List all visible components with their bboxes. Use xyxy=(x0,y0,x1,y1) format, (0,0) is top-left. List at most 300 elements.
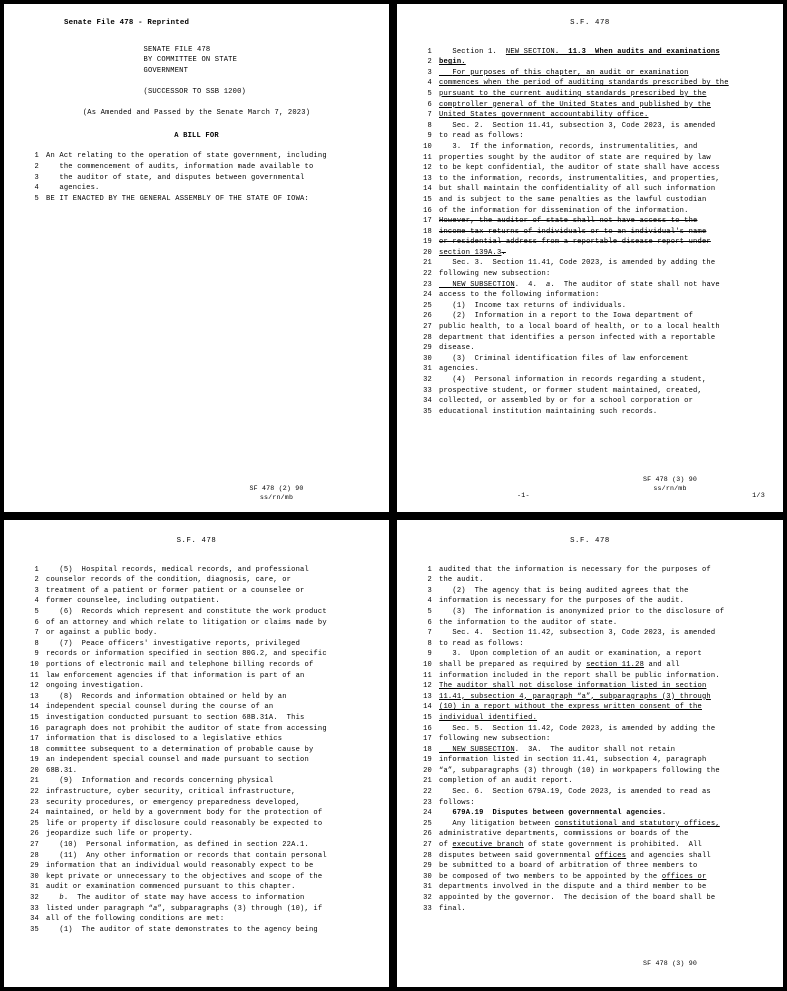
line-number: 3 xyxy=(427,586,432,595)
text-line xyxy=(415,290,765,301)
text-line xyxy=(415,248,765,259)
line-number: 4 xyxy=(427,597,432,606)
page-1-header: Senate File 478 - Reprinted xyxy=(64,19,190,27)
line-text xyxy=(46,724,371,735)
line-text xyxy=(439,100,765,111)
line-segment: offices xyxy=(595,851,627,860)
text-line xyxy=(415,269,765,280)
line-number: 8 xyxy=(427,639,432,648)
text-line xyxy=(22,151,371,162)
line-segment: (11) Any other information or records that contain personal xyxy=(46,851,327,860)
title-line-1: SENATE FILE 478 xyxy=(143,45,211,54)
page-1-footer xyxy=(4,484,389,502)
text-line xyxy=(415,872,765,883)
line-segment: For purposes of this chapter, an audit or examination xyxy=(439,68,689,77)
text-line xyxy=(415,575,765,586)
line-segment: individual identified. xyxy=(439,713,538,722)
page-1-lines xyxy=(22,151,371,204)
line-segment: However, the auditor of state shall not have access to the xyxy=(439,217,698,226)
line-number: 28 xyxy=(423,333,432,342)
line-text xyxy=(439,121,765,132)
line-number: 3 xyxy=(34,173,39,182)
line-text xyxy=(46,692,371,703)
line-segment: law enforcement agencies if that information is part of an xyxy=(46,671,305,680)
line-text xyxy=(46,745,371,756)
text-line xyxy=(415,407,765,418)
line-number: 12 xyxy=(30,682,39,691)
line-segment: or residential address from a reportable disease report under xyxy=(439,238,711,247)
line-segment: disease. xyxy=(439,344,475,353)
document-page-4 xyxy=(397,520,783,987)
text-line xyxy=(22,162,371,173)
text-line xyxy=(415,660,765,671)
line-number: 30 xyxy=(423,354,432,363)
line-text xyxy=(46,734,371,745)
text-line xyxy=(22,734,371,745)
line-text xyxy=(439,724,765,735)
line-segment: information listed in section 11.41, subsection 4, paragraph xyxy=(439,756,707,765)
line-text xyxy=(439,618,765,629)
line-number: 26 xyxy=(30,830,39,839)
line-segment: independent special counsel during the course of an xyxy=(46,703,274,712)
line-segment: information is necessary for the purposes of the audit. xyxy=(439,597,685,606)
line-segment: When audits and examinations xyxy=(595,47,720,56)
line-segment: the audit. xyxy=(439,576,484,585)
line-text xyxy=(439,639,765,650)
text-line xyxy=(22,893,371,904)
line-number: 35 xyxy=(30,925,39,934)
line-text xyxy=(439,216,765,227)
line-number: 30 xyxy=(30,872,39,881)
line-text xyxy=(439,649,765,660)
line-number: 25 xyxy=(423,819,432,828)
line-segment: completion of an audit report. xyxy=(439,777,573,786)
line-number: 4 xyxy=(34,597,39,606)
footer-doc-id: SF 478 (2) 90 xyxy=(249,485,304,492)
line-segment: 679A.19 Disputes between governmental agencies. xyxy=(439,809,667,818)
line-number: 33 xyxy=(30,904,39,913)
line-segment: access to the following information: xyxy=(439,291,600,300)
line-segment: ongoing investigation. xyxy=(46,682,145,691)
text-line xyxy=(415,89,765,100)
line-segment: the information to the auditor of state. xyxy=(439,618,618,627)
line-text xyxy=(46,808,371,819)
text-line xyxy=(415,861,765,872)
line-text xyxy=(439,407,765,418)
line-segment: following new subsection: xyxy=(439,270,551,279)
line-segment: (4) Personal information in records regarding a student, xyxy=(439,376,707,384)
text-line xyxy=(415,829,765,840)
text-line xyxy=(415,819,765,830)
line-text: the auditor of state, and disputes between governmental xyxy=(46,173,305,182)
line-number: 1 xyxy=(34,565,39,574)
line-text xyxy=(439,776,765,787)
line-number: 26 xyxy=(423,312,432,321)
text-line xyxy=(415,628,765,639)
line-number: 34 xyxy=(423,397,432,406)
line-segment: constitutional and statutory offices, xyxy=(554,819,720,828)
text-line xyxy=(22,692,371,703)
line-segment: NEW SECTION xyxy=(505,47,555,56)
line-number: 23 xyxy=(423,280,432,289)
line-segment: . 4. xyxy=(514,280,546,289)
line-number: 8 xyxy=(427,121,432,130)
line-number: 31 xyxy=(30,883,39,892)
line-number: 30 xyxy=(423,872,432,881)
text-line xyxy=(415,596,765,607)
text-line xyxy=(415,322,765,333)
line-text xyxy=(439,131,765,142)
line-text xyxy=(439,110,765,121)
line-segment: 3. Upon completion of an audit or examination, a report xyxy=(439,650,702,659)
line-text xyxy=(46,618,371,629)
line-text xyxy=(439,227,765,238)
text-line xyxy=(415,343,765,354)
line-number: 15 xyxy=(30,713,39,722)
line-segment: (2) The agency that is being audited agrees that the xyxy=(439,586,689,595)
text-line xyxy=(22,766,371,777)
line-number: 8 xyxy=(34,639,39,648)
text-line xyxy=(415,882,765,893)
line-number: 34 xyxy=(30,915,39,924)
text-line xyxy=(22,628,371,639)
line-segment: a xyxy=(152,904,158,913)
text-line xyxy=(415,586,765,597)
line-number: 2 xyxy=(34,162,39,171)
line-segment: be composed of two members to be appointed by the xyxy=(439,872,662,881)
line-segment: of state government is prohibited. All xyxy=(523,841,702,850)
line-segment: information that is disclosed to a legislative ethics xyxy=(46,735,283,744)
text-line xyxy=(415,808,765,819)
line-segment: (7) Peace officers' investigative reports, privileged xyxy=(46,639,301,648)
text-line xyxy=(22,649,371,660)
line-segment: records or information specified in section 80G.2, and specific xyxy=(46,650,327,659)
line-text xyxy=(46,596,371,607)
footer-initials: ss/rn/mb xyxy=(259,494,294,501)
line-text xyxy=(439,153,765,164)
line-segment: life or property if disclosure could reasonably be expected to xyxy=(46,819,323,828)
line-number: 9 xyxy=(427,650,432,659)
text-line xyxy=(415,258,765,269)
line-text xyxy=(46,660,371,671)
line-text xyxy=(46,882,371,893)
line-segment: . The auditor of state shall not have xyxy=(550,280,720,289)
line-text xyxy=(439,280,765,291)
line-text xyxy=(439,237,765,248)
title-line-3: GOVERNMENT xyxy=(143,66,189,75)
line-text xyxy=(439,766,765,777)
text-line xyxy=(415,755,765,766)
line-segment: The auditor shall not disclose information listed in section xyxy=(439,682,707,691)
page-number: -1- xyxy=(517,492,530,501)
line-text xyxy=(439,195,765,206)
line-text xyxy=(439,798,765,809)
line-number: 26 xyxy=(423,830,432,839)
line-number: 32 xyxy=(30,894,39,902)
bill-for-heading: A BILL FOR xyxy=(174,131,219,140)
text-line xyxy=(22,808,371,819)
line-number: 23 xyxy=(30,798,39,807)
text-line xyxy=(415,565,765,576)
line-segment: commences when the period of auditing standards prescribed by the xyxy=(439,79,729,88)
text-line xyxy=(22,776,371,787)
line-text xyxy=(439,364,765,375)
line-segment: pursuant to the current auditing standards prescribed by the xyxy=(439,89,707,98)
line-segment: (3) Criminal identification files of law enforcement xyxy=(439,354,689,363)
line-segment: audit or examination commenced pursuant to this chapter. xyxy=(46,883,296,892)
line-segment: “a”, subparagraphs (3) through (10) in workpapers following the xyxy=(439,766,720,775)
line-segment: be submitted to a board of arbitration of three members to xyxy=(439,862,698,871)
line-number: 16 xyxy=(30,724,39,733)
line-number: 5 xyxy=(34,194,39,203)
line-number: 22 xyxy=(423,270,432,279)
title-line-2: BY COMMITTEE ON STATE xyxy=(143,56,238,65)
line-number: 29 xyxy=(30,862,39,871)
line-number: 2 xyxy=(34,576,39,585)
line-segment: begin. xyxy=(439,58,466,67)
text-line xyxy=(415,68,765,79)
line-segment: of the information for dissemination of the information. xyxy=(439,206,689,215)
line-number: 3 xyxy=(34,586,39,595)
line-segment: committee subsequent to a determination of probable cause by xyxy=(46,745,314,754)
line-text xyxy=(439,396,765,407)
line-number: 3 xyxy=(427,68,432,77)
text-line xyxy=(22,681,371,692)
line-segment: United States government accountability office. xyxy=(439,111,649,120)
line-number: 33 xyxy=(423,386,432,395)
text-line xyxy=(415,639,765,650)
line-segment: NEW SUBSECTION xyxy=(439,280,515,289)
line-text xyxy=(439,575,765,586)
line-segment: treatment of a patient or former patient or a counselee or xyxy=(46,586,305,595)
text-line xyxy=(22,819,371,830)
line-number: 23 xyxy=(423,798,432,807)
line-text xyxy=(439,565,765,576)
line-segment: offices or xyxy=(661,872,707,881)
line-text xyxy=(46,872,371,883)
text-line xyxy=(415,787,765,798)
line-segment: Any litigation between xyxy=(439,819,555,828)
line-number: 24 xyxy=(423,809,432,818)
line-segment: agencies. xyxy=(439,365,480,374)
line-text xyxy=(46,639,371,650)
line-segment: Sec. 3. Section 11.41, Code 2023, is amended by adding the xyxy=(439,259,716,268)
text-line xyxy=(22,755,371,766)
line-number: 2 xyxy=(427,58,432,67)
line-number: 21 xyxy=(30,777,39,786)
line-text xyxy=(439,745,765,756)
line-number: 31 xyxy=(423,365,432,374)
page-3-lines xyxy=(22,565,371,936)
text-line xyxy=(415,396,765,407)
line-text xyxy=(439,343,765,354)
text-line xyxy=(415,206,765,217)
line-number: 11 xyxy=(423,671,432,680)
line-text xyxy=(46,787,371,798)
line-text xyxy=(439,628,765,639)
line-text: An Act relating to the operation of state government, including xyxy=(46,152,327,161)
line-segment: Sec. 5. Section 11.42, Code 2023, is amended by adding the xyxy=(439,724,716,733)
line-segment: investigation conducted pursuant to section 68B.31A. This xyxy=(46,713,305,722)
line-segment: income tax returns of individuals or to an individual's name xyxy=(439,227,707,236)
line-number: 12 xyxy=(423,682,432,691)
text-line xyxy=(415,311,765,322)
line-segment: to read as follows: xyxy=(439,132,524,141)
line-number: 10 xyxy=(423,142,432,151)
line-number: 14 xyxy=(423,703,432,712)
line-segment: a xyxy=(545,280,551,289)
text-line xyxy=(22,660,371,671)
line-text xyxy=(439,586,765,597)
text-line xyxy=(22,872,371,883)
line-text xyxy=(439,386,765,397)
line-segment: or against a public body. xyxy=(46,629,158,638)
line-text xyxy=(439,596,765,607)
line-segment: audited that the information is necessary for the purposes of xyxy=(439,565,711,574)
title-line-5: (SUCCESSOR TO SSB 1200) xyxy=(143,87,247,96)
line-number: 14 xyxy=(423,185,432,194)
line-text xyxy=(439,861,765,872)
line-number: 22 xyxy=(30,788,39,797)
line-number: 16 xyxy=(423,206,432,215)
line-number: 15 xyxy=(423,713,432,722)
line-text xyxy=(439,174,765,185)
line-text xyxy=(46,829,371,840)
line-segment: shall be prepared as required by xyxy=(439,660,587,669)
line-number: 17 xyxy=(423,217,432,226)
line-number: 4 xyxy=(34,184,39,193)
text-line xyxy=(22,565,371,576)
text-line xyxy=(415,375,765,386)
line-text xyxy=(439,269,765,280)
text-line xyxy=(22,904,371,915)
text-line xyxy=(22,639,371,650)
line-number: 17 xyxy=(423,735,432,744)
text-line xyxy=(415,618,765,629)
line-number: 21 xyxy=(423,259,432,268)
line-segment: portions of electronic mail and telephone billing records of xyxy=(46,660,314,669)
text-line xyxy=(415,47,765,58)
line-segment: Section 1. xyxy=(439,47,506,56)
line-segment: comptroller general of the United States and published by the xyxy=(439,100,711,109)
line-text xyxy=(439,893,765,904)
line-number: 7 xyxy=(427,629,432,638)
text-line xyxy=(415,163,765,174)
text-line xyxy=(415,333,765,344)
text-line xyxy=(415,734,765,745)
text-line xyxy=(415,851,765,862)
line-text xyxy=(439,375,765,386)
line-text xyxy=(439,734,765,745)
text-line xyxy=(415,184,765,195)
text-line xyxy=(22,914,371,925)
text-line xyxy=(22,829,371,840)
text-line xyxy=(415,713,765,724)
line-number: 24 xyxy=(423,291,432,300)
line-number: 13 xyxy=(423,174,432,183)
line-number: 27 xyxy=(423,323,432,332)
text-line xyxy=(415,354,765,365)
page-4-header: S.F. 478 xyxy=(570,537,610,545)
line-number: 20 xyxy=(423,248,432,257)
line-number: 28 xyxy=(423,851,432,860)
line-number: 1 xyxy=(34,152,39,161)
line-number: 24 xyxy=(30,809,39,818)
line-text xyxy=(46,776,371,787)
line-number: 18 xyxy=(423,745,432,754)
text-line xyxy=(22,882,371,893)
line-number: 15 xyxy=(423,195,432,204)
line-segment: and is subject to the same penalties as the lawful custodian xyxy=(439,195,707,204)
line-segment: b xyxy=(46,894,64,902)
text-line xyxy=(415,702,765,713)
line-number: 27 xyxy=(30,841,39,850)
spacer-a xyxy=(22,98,371,109)
line-text xyxy=(46,575,371,586)
document-page-3 xyxy=(4,520,389,987)
line-segment: kept private or unnecessary to the objectives and scope of the xyxy=(46,872,323,881)
line-number: 20 xyxy=(423,766,432,775)
line-number: 11 xyxy=(423,153,432,162)
line-segment: administrative departments, commissions or boards of the xyxy=(439,830,689,839)
line-segment: . The auditor of state may have access to information xyxy=(63,894,305,902)
line-number: 32 xyxy=(423,894,432,902)
text-line xyxy=(415,840,765,851)
line-segment: public health, to a local board of health, or to a local health xyxy=(439,323,720,332)
line-text xyxy=(46,755,371,766)
line-number: 27 xyxy=(423,841,432,850)
line-number: 32 xyxy=(423,376,432,384)
line-number: 4 xyxy=(427,79,432,88)
line-segment: final. xyxy=(439,904,466,913)
line-text xyxy=(439,89,765,100)
line-segment: paragraph does not prohibit the auditor of state from accessing xyxy=(46,724,327,733)
line-segment: infrastructure, cyber security, critical infrastructure, xyxy=(46,788,296,797)
line-segment: following new subsection: xyxy=(439,735,551,744)
line-number: 9 xyxy=(427,132,432,141)
document-page-1 xyxy=(4,4,389,512)
text-line xyxy=(415,227,765,238)
line-text xyxy=(439,163,765,174)
page-4-footer xyxy=(397,959,783,968)
text-line xyxy=(415,386,765,397)
line-segment: disputes between said governmental xyxy=(439,851,595,860)
line-text xyxy=(46,766,371,777)
footer-doc-id: SF 478 (3) 90 xyxy=(642,476,698,483)
line-number: 7 xyxy=(427,111,432,120)
line-text xyxy=(439,819,765,830)
line-text xyxy=(439,248,765,259)
line-number: 18 xyxy=(30,745,39,754)
line-segment: (3) The information is anonymized prior to the disclosure of xyxy=(439,607,725,616)
line-text xyxy=(439,904,765,915)
page-3-header: S.F. 478 xyxy=(176,537,217,545)
line-number: 31 xyxy=(423,883,432,892)
line-segment: but shall maintain the confidentiality of all such information xyxy=(439,185,716,194)
line-segment: educational institution maintaining such records. xyxy=(439,407,658,416)
page-3-content xyxy=(4,520,389,987)
line-text xyxy=(46,681,371,692)
line-number: 13 xyxy=(30,692,39,701)
line-segment: (1) The auditor of state demonstrates to the agency being xyxy=(46,925,318,934)
line-text xyxy=(439,68,765,79)
line-number: 19 xyxy=(30,756,39,765)
text-line xyxy=(415,131,765,142)
line-segment: collected, or assembled by or for a school corporation or xyxy=(439,397,694,406)
line-segment: section 139A.3 xyxy=(439,248,502,257)
line-number: 5 xyxy=(34,607,39,616)
title-spacer xyxy=(144,76,302,87)
